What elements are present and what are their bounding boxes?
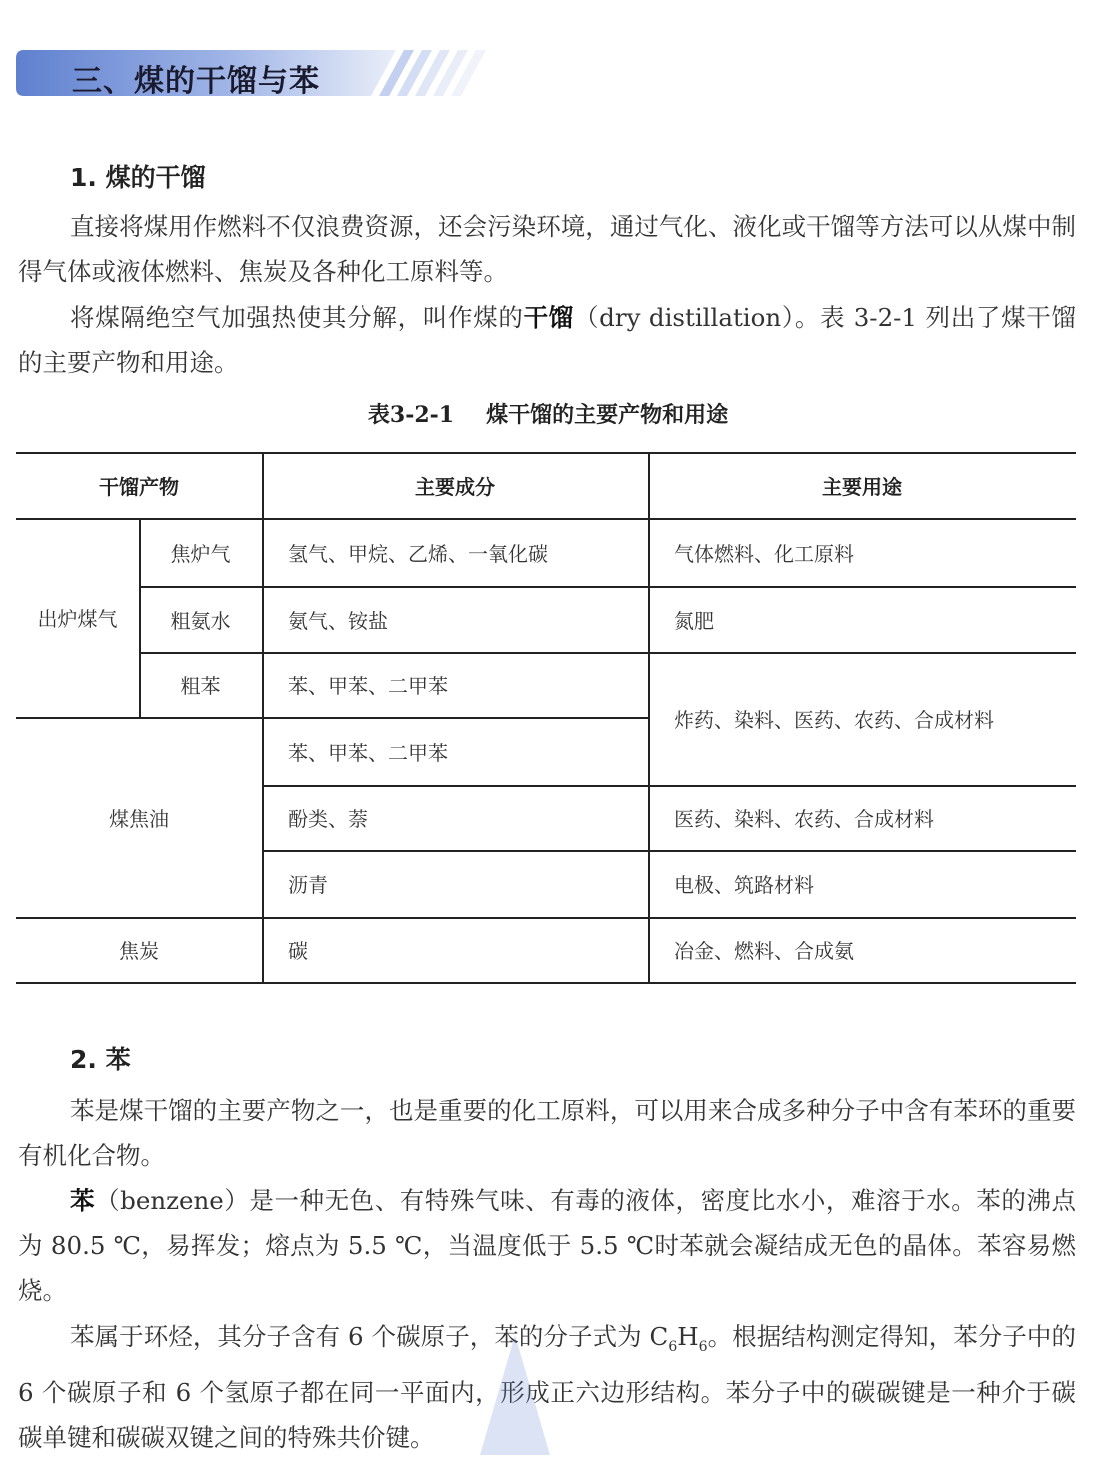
- products-table: [16, 452, 1076, 986]
- paragraph-text: （dry distillation）。表 3-2-1 列出了煤干馏的主要产物和用途。: [18, 303, 1076, 377]
- paragraph-text: （benzene）是一种无色、有特殊气味、有毒的液体，密度比水小，难溶于水。苯的沸点为 80.5 ℃，易挥发；熔点为 5.5 ℃，当温度低于 5.5 ℃时苯就会凝结成无色的晶体。苯容易燃烧。: [18, 1186, 1076, 1305]
- paragraph-dry-distillation: [18, 295, 1076, 385]
- group-coal-tar: 煤焦油: [109, 806, 169, 831]
- cell-use: 气体燃料、化工原料: [674, 541, 854, 566]
- header-component: 主要成分: [415, 474, 495, 499]
- paragraph-benzene-properties: [18, 1178, 1076, 1313]
- table-col-rule: [262, 452, 264, 984]
- section-title: 三、煤的干馏与苯: [72, 64, 320, 99]
- cell-use: 医药、染料、农药、合成材料: [674, 807, 934, 831]
- heading-coal-distillation: 1. 煤的干馏: [70, 163, 206, 192]
- cell-component: 酚类、萘: [288, 807, 368, 831]
- cell-component: 苯、甲苯、二甲苯: [288, 674, 448, 698]
- cell-component: 苯、甲苯、二甲苯: [288, 740, 448, 765]
- cell-product: 焦炉气: [170, 541, 231, 566]
- cell-use: 冶金、燃料、合成氨: [674, 939, 854, 963]
- header-use: 主要用途: [822, 474, 902, 499]
- paragraph-benzene-source: 苯是煤干馏的主要产物之一，也是重要的化工原料，可以用来合成多种分子中含有苯环的重要有机化合物。: [18, 1096, 1076, 1170]
- subscript: 6: [698, 1338, 708, 1355]
- cell-use: 氮肥: [674, 608, 714, 633]
- cell-use: 炸药、染料、医药、农药、合成材料: [674, 708, 994, 732]
- cell-component: 碳: [288, 939, 308, 963]
- cell-product: 焦炭: [119, 939, 159, 963]
- subscript: 6: [668, 1338, 678, 1355]
- term-dry-distillation: 干馏: [523, 303, 574, 332]
- paragraph-coal-usage: 直接将煤用作燃料不仅浪费资源，还会污染环境，通过气化、液化或干馏等方法可以从煤中制得气体或液体燃料、焦炭及各种化工原料等。: [18, 212, 1076, 286]
- paragraph-text: 苯属于环烃，其分子含有 6 个碳原子，苯的分子式为 C: [70, 1322, 669, 1351]
- group-outlet-gas: 出炉煤气: [37, 607, 118, 631]
- watermark-shape: [420, 1330, 620, 1455]
- cell-product: 粗氨水: [170, 608, 231, 633]
- table-bottom-rule: [16, 982, 1076, 984]
- term-benzene: 苯: [70, 1186, 96, 1215]
- cell-component: 沥青: [288, 873, 328, 897]
- cell-use: 电极、筑路材料: [674, 873, 814, 897]
- table-col-rule: [648, 452, 650, 984]
- paragraph-text: 。根据结构测定得知，苯分子中的 6 个碳原子和 6 个氢原子都在同一平面内，形成正六边形结构。苯分子中的碳碳键是一种介于碳碳单键和碳碳双键之间的特殊共价键。: [18, 1322, 1076, 1452]
- table-caption: [0, 398, 1096, 429]
- cell-product: 粗苯: [180, 674, 221, 698]
- heading-benzene: 2. 苯: [70, 1045, 131, 1074]
- paragraph-text: 将煤隔绝空气加强热使其分解，叫作煤的: [70, 303, 524, 332]
- table-caption-text: 煤干馏的主要产物和用途: [486, 402, 729, 428]
- cell-component: 氢气、甲烷、乙烯、一氧化碳: [288, 541, 548, 566]
- paragraph-text: H: [677, 1322, 699, 1351]
- table-caption-number: 表3-2-1: [367, 402, 455, 428]
- header-product: 干馏产物: [99, 474, 179, 499]
- section-banner: [16, 48, 496, 98]
- cell-component: 氨气、铵盐: [288, 608, 388, 633]
